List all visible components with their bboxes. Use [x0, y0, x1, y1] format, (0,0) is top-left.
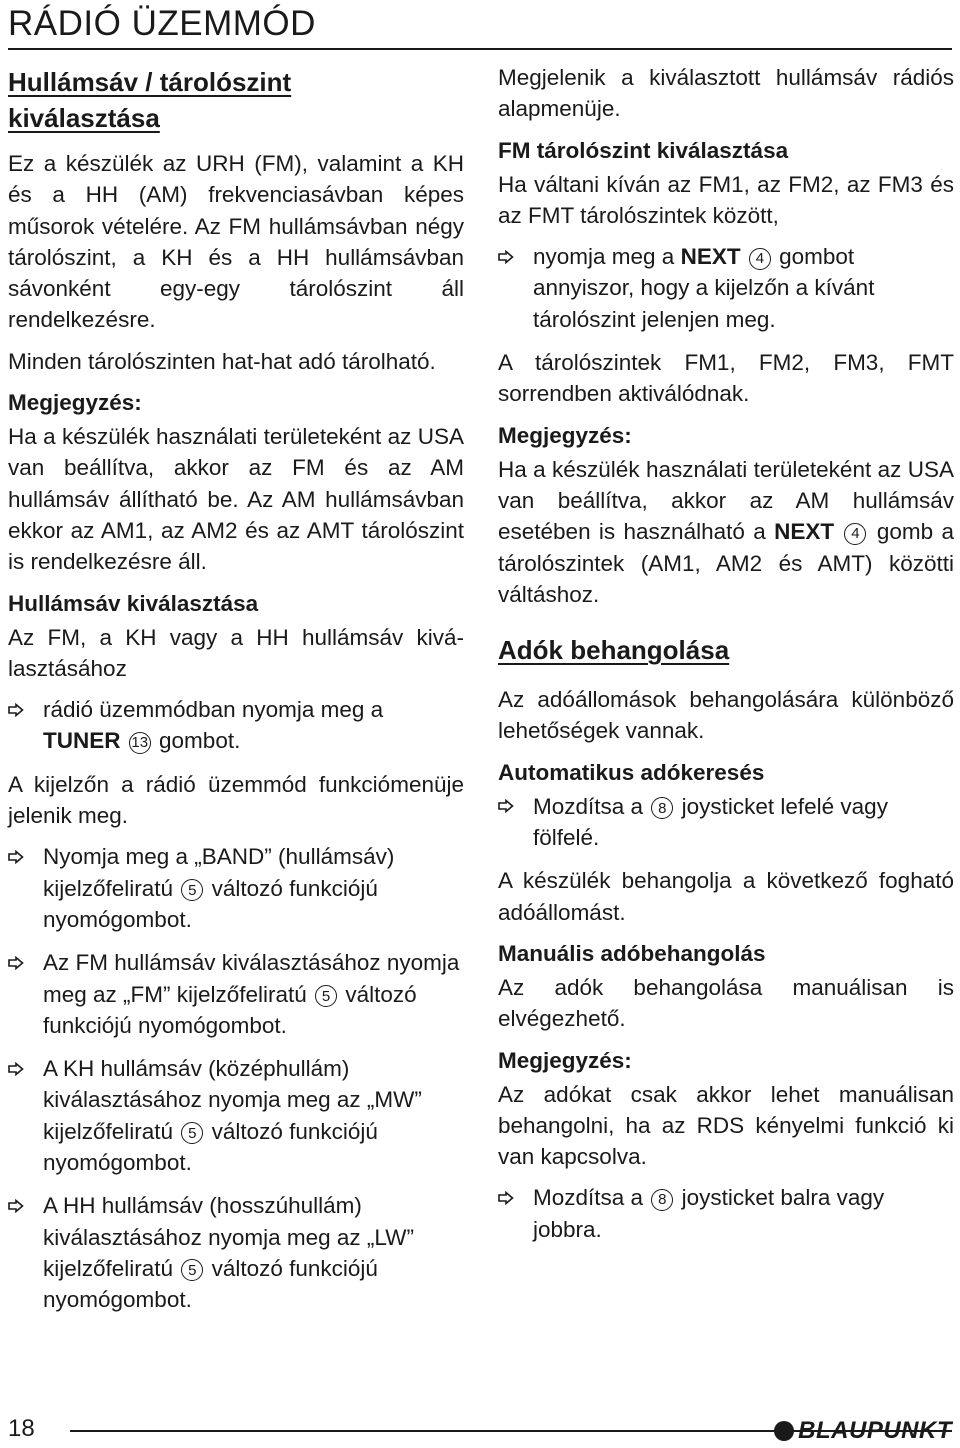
section-title-tuning: Adók behangolása [498, 635, 730, 666]
arrow-bullet-icon [8, 947, 43, 978]
arrow-bullet-icon [8, 1053, 43, 1084]
arrow-bullet-icon [498, 1182, 533, 1213]
paragraph-display: A kijelzőn a rádió üzemmód funkciómenüje jelenik meg. [8, 771, 464, 829]
control-number-badge: 5 [315, 985, 337, 1007]
section-title-line-1: Hullámsáv / tárolószint [8, 67, 292, 97]
instruction-item [8, 841, 464, 935]
title-divider [8, 48, 952, 50]
control-number-badge: 8 [651, 1189, 673, 1211]
instruction-text: Az FM hullámsáv kiválasztásához nyomja meg az „FM” kijelzőfeliratú 5 változó funkciójú nyomógombot. [43, 950, 460, 1038]
paragraph-presets: Minden tárolószinten hat-hat adó tárolható. [8, 348, 436, 374]
note-text: Az adókat csak akkor lehet manuálisan behangolni, ha az RDS kényelmi funkció ki van kapcsolva. [498, 1081, 954, 1170]
arrow-bullet-icon [8, 1190, 43, 1221]
paragraph-basic-menu: Megjelenik a kiválasztott hullámsáv rádiós alapmenüje. [498, 65, 954, 122]
paragraph-fm-levels: Ha váltani kíván az FM1, az FM2, az FM3 és az FMT tárolószintek között, [498, 171, 954, 228]
paragraph-intro: Ez a készülék az URH (FM), valamint a KH és a HH (AM) frekvenciasávban képes műsorok vételére. Az FM hullámsávban négy tárolószint, a KH és a HH hullámsávban sávonként egy-egy tárolószint áll rendelkezésre. [8, 151, 464, 333]
control-number-badge: 4 [844, 523, 866, 545]
arrow-bullet-icon [498, 791, 533, 822]
note-text: Ha a készülék használati területeként az USA van beállítva, akkor az AM hullámsáv esetében is használható a NEXT 4 gomb a tárolószintek (AM1, AM2 és AMT) közötti váltáshoz. [498, 456, 954, 607]
arrow-bullet-icon [8, 841, 43, 872]
section-title-line-2: kiválasztása [8, 103, 160, 133]
subsection-title-manual: Manuális adóbehangolás [498, 940, 766, 966]
page-title: RÁDIÓ ÜZEMMÓD [8, 4, 316, 43]
note-title: Megjegyzés: [498, 1047, 632, 1073]
subsection-title-band-select: Hullámsáv kiválasztása [8, 590, 259, 616]
brand-logo [774, 1419, 952, 1443]
key-label: NEXT [774, 519, 835, 545]
instruction-item [8, 947, 464, 1041]
instruction-text: Mozdítsa a 8 joysticket lefelé vagy fölfelé. [533, 793, 888, 851]
key-label: TUNER [43, 728, 121, 754]
instruction-text: Mozdítsa a 8 joysticket balra vagy jobbra. [533, 1185, 885, 1242]
brand-name: BLAUPUNKT [798, 1417, 952, 1444]
brand-dot-icon [774, 1421, 794, 1441]
instruction-item [498, 1182, 954, 1245]
control-number-badge: 5 [181, 1259, 203, 1281]
control-number-badge: 13 [129, 732, 151, 754]
section-title-band-level [8, 64, 464, 136]
instruction-item [8, 1190, 464, 1315]
key-label: NEXT [680, 244, 741, 270]
paragraph-level-order: A tárolószintek FM1, FM2, FM3, FMT sorrendben aktiválódnak. [498, 350, 954, 407]
instruction-text: A HH hullámsáv (hosszúhullám) kiválasztásához nyomja meg az „LW” kijelzőfeliratú 5 változó funkciójú nyomógombot. [43, 1193, 414, 1313]
instruction-text: rádió üzemmódban nyomja meg a TUNER 13 gombot. [43, 697, 384, 754]
paragraph-manual: Az adók behangolása manuálisan is elvégezhető. [498, 974, 954, 1032]
control-number-badge: 4 [749, 248, 771, 270]
paragraph-auto-result: A készülék behangolja a következő fogható adóállomást. [498, 868, 954, 925]
subsection-title-auto-search: Automatikus adókeresés [498, 759, 765, 785]
page-number: 18 [8, 1415, 35, 1442]
control-number-badge: 5 [181, 879, 203, 901]
instruction-item [8, 1053, 464, 1178]
instruction-text: nyomja meg a NEXT 4 gombot annyiszor, hogy a kijelzőn a kívánt tárolószint jelenjen meg. [533, 244, 875, 332]
paragraph-tuning-options: Az adóállomások behangolására különböző lehetőségek vannak. [498, 687, 954, 744]
control-number-badge: 8 [651, 797, 673, 819]
right-column [498, 62, 954, 1257]
paragraph-band-select: Az FM, a KH vagy a HH hullámsáv kiválasztásához [8, 624, 464, 681]
instruction-text: A KH hullámsáv (középhullám) kiválasztásához nyomja meg az „MW” kijelzőfeliratú 5 változó funkciójú nyomógombot. [43, 1056, 422, 1176]
subsection-title-fm-level: FM tárolószint kiválasztása [498, 137, 789, 163]
note-text: Ha a készülék használati területeként az USA van beállítva, akkor az FM és az AM hullámsáv állítható be. Az AM hullámsávban ekkor az AM1, az AM2 és az AMT tárolószint is rendelkezésre áll. [8, 424, 464, 575]
control-number-badge: 5 [181, 1122, 203, 1144]
left-column [8, 62, 464, 1328]
arrow-bullet-icon [8, 694, 43, 725]
instruction-item [8, 694, 464, 757]
instruction-text: Nyomja meg a „BAND” (hullámsáv) kijelzőfeliratú 5 változó funkciójú nyomógombot. [43, 844, 395, 932]
note-title: Megjegyzés: [498, 422, 632, 448]
instruction-item [498, 241, 954, 335]
arrow-bullet-icon [498, 241, 533, 272]
note-title: Megjegyzés: [8, 390, 142, 416]
instruction-item [498, 791, 954, 854]
